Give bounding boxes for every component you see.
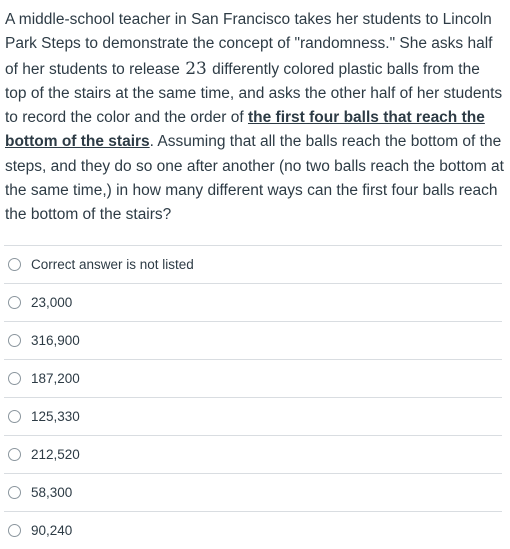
answer-label[interactable]: 125,330 (31, 409, 80, 424)
radio-unselected-icon[interactable] (8, 448, 21, 461)
radio-unselected-icon[interactable] (8, 524, 21, 537)
radio-unselected-icon[interactable] (8, 296, 21, 309)
answer-option[interactable] (4, 435, 502, 473)
answer-label[interactable]: 212,520 (31, 447, 80, 462)
answer-option[interactable] (4, 397, 502, 435)
radio-unselected-icon[interactable] (8, 334, 21, 347)
radio-unselected-icon[interactable] (8, 258, 21, 271)
answer-option[interactable] (4, 359, 502, 397)
question-part-2: differently colored plastic balls from the top of the stairs at the same time, and asks the other half of her students to record the color and the order of (5, 60, 503, 127)
answer-label[interactable]: 316,900 (31, 333, 80, 348)
answer-option[interactable] (4, 511, 502, 549)
answer-label[interactable]: Correct answer is not listed (31, 257, 194, 272)
radio-unselected-icon[interactable] (8, 486, 21, 499)
radio-unselected-icon[interactable] (8, 410, 21, 423)
question-number: 23 (185, 58, 207, 79)
question-text (5, 8, 505, 228)
answer-label[interactable]: 23,000 (31, 295, 73, 310)
answer-label[interactable]: 90,240 (31, 523, 73, 538)
question-part-1: A middle-school teacher in San Francisco takes her students to Lincoln Park Steps to demonstrate the concept of "randomness." She asks half of her students to release (5, 11, 493, 78)
answer-option[interactable] (4, 283, 502, 321)
answer-option[interactable] (4, 321, 502, 359)
answer-option[interactable] (4, 473, 502, 511)
question-part-3: . Assuming that all the balls reach the bottom of the steps, and they do so one after another (no two balls reach the bottom at the same time,) in how many different ways can the first four balls reach the bottom of the stairs? (5, 133, 504, 224)
question-emphasis: the first four balls that reach the bottom of the stairs (5, 109, 485, 151)
answer-option[interactable] (4, 245, 502, 283)
answer-label[interactable]: 58,300 (31, 485, 73, 500)
answer-list (4, 245, 502, 549)
answer-label[interactable]: 187,200 (31, 371, 80, 386)
radio-unselected-icon[interactable] (8, 372, 21, 385)
